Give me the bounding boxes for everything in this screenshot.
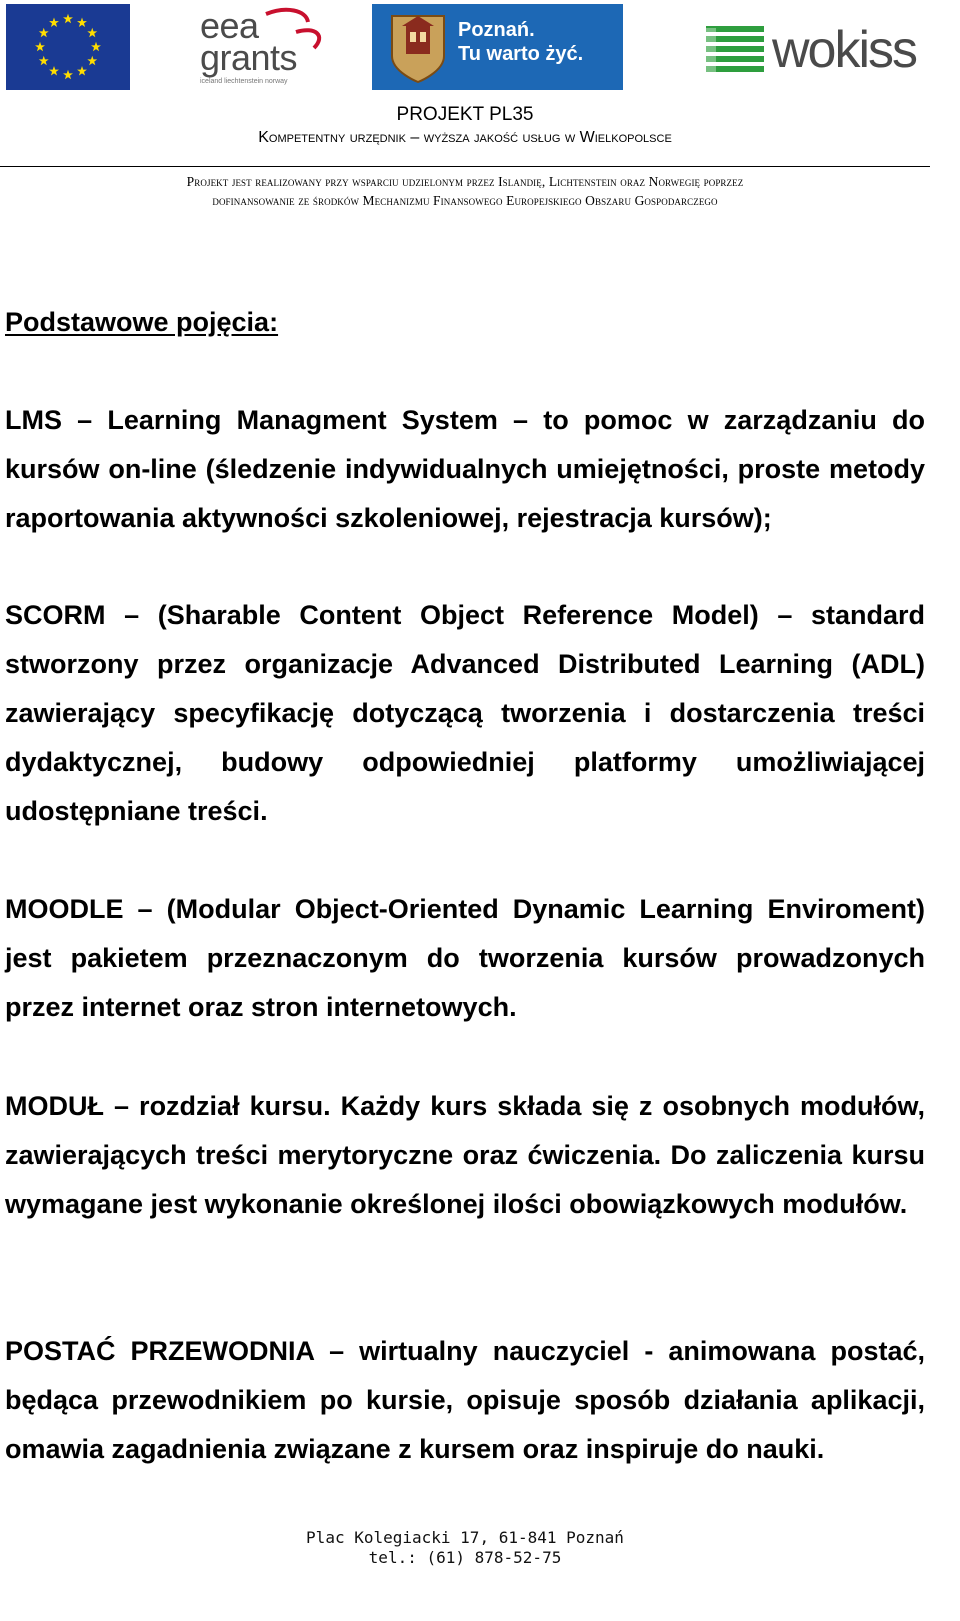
eu-star-icon xyxy=(91,42,101,51)
definition-scorm: SCORM – (Sharable Content Object Reference Model) – standard stworzony przez organizacje Advanced Distributed Learning (ADL) zawierający specyfikację dotyczącą tworzenia i dostarczenia treści dydaktycznej, budowy odpowiedniej platformy umożliwiającej udostępniane treści. xyxy=(5,600,925,826)
project-code: PROJEKT PL35 xyxy=(396,104,534,125)
eu-flag-logo xyxy=(6,4,130,90)
funding-line-2: dofinansowanie ze środków Mechanizmu Finansowego Europejskiego Obszaru Gospodarczego xyxy=(212,193,718,208)
eu-star-icon xyxy=(87,28,97,37)
eu-star-icon xyxy=(87,56,97,65)
page-footer xyxy=(0,1528,930,1568)
eu-star-icon xyxy=(49,18,59,27)
funding-note xyxy=(0,172,930,210)
eu-star-icon xyxy=(49,66,59,75)
definition-lms: LMS – Learning Managment System – to pomoc w zarządzaniu do kursów on-line (śledzenie indywidualnych umiejętności, proste metody raportowania aktywności szkoleniowej, rejestracja kursów); xyxy=(5,405,925,533)
footer-phone: tel.: (61) 878-52-75 xyxy=(368,1548,562,1567)
definition-modul: MODUŁ – rozdział kursu. Każdy kurs składa się z osobnych modułów, zawierających treści merytoryczne oraz ćwiczenia. Do zaliczenia kursu wymagane jest wykonanie określonej ilości obowiązkowych modułów. xyxy=(5,1091,925,1219)
eu-star-icon xyxy=(63,70,73,79)
project-title: Kompetentny urzędnik – wyższa jakość usług w Wielkopolsce xyxy=(258,129,672,146)
poznan-crest-icon xyxy=(388,12,448,84)
wokiss-logo xyxy=(700,4,920,90)
eu-stars-icon xyxy=(6,4,130,90)
poznan-line-2: Tu warto żyć. xyxy=(458,43,584,65)
header-divider xyxy=(0,166,930,167)
funding-line-1: Projekt jest realizowany przy wsparciu udzielonym przez Islandię, Lichtenstein oraz Norwegię poprzez xyxy=(186,174,744,189)
eu-star-icon xyxy=(77,18,87,27)
eu-star-icon xyxy=(39,56,49,65)
eea-word: eea xyxy=(200,5,259,46)
poznan-line-1: Poznań. xyxy=(458,19,535,41)
eu-star-icon xyxy=(63,14,73,23)
wokiss-stripes-icon xyxy=(702,4,772,90)
wokiss-word: wokiss xyxy=(772,21,917,79)
eu-star-icon xyxy=(77,66,87,75)
definition-postac-przewodnia: POSTAĆ PRZEWODNIA – wirtualny nauczyciel - animowana postać, będąca przewodnikiem po kursie, opisuje sposób działania aplikacji, omawia zagadnienia związane z kursem oraz inspiruje do nauki. xyxy=(5,1336,925,1464)
poznan-slogan xyxy=(458,18,583,66)
footer-address: Plac Kolegiacki 17, 61-841 Poznań xyxy=(306,1528,624,1547)
grants-word: grants xyxy=(200,37,298,78)
eea-subtitle: iceland liechtenstein norway xyxy=(200,78,288,85)
eea-grants-logo xyxy=(196,4,356,90)
definition-moodle: MOODLE – (Modular Object-Oriented Dynamic Learning Enviroment) jest pakietem przeznaczonym do tworzenia kursów prowadzonych przez internet oraz stron internetowych. xyxy=(5,894,925,1022)
eu-star-icon xyxy=(35,42,45,51)
section-heading: Podstawowe pojęcia: xyxy=(5,307,279,337)
poznan-logo xyxy=(372,4,623,90)
eu-star-icon xyxy=(39,28,49,37)
